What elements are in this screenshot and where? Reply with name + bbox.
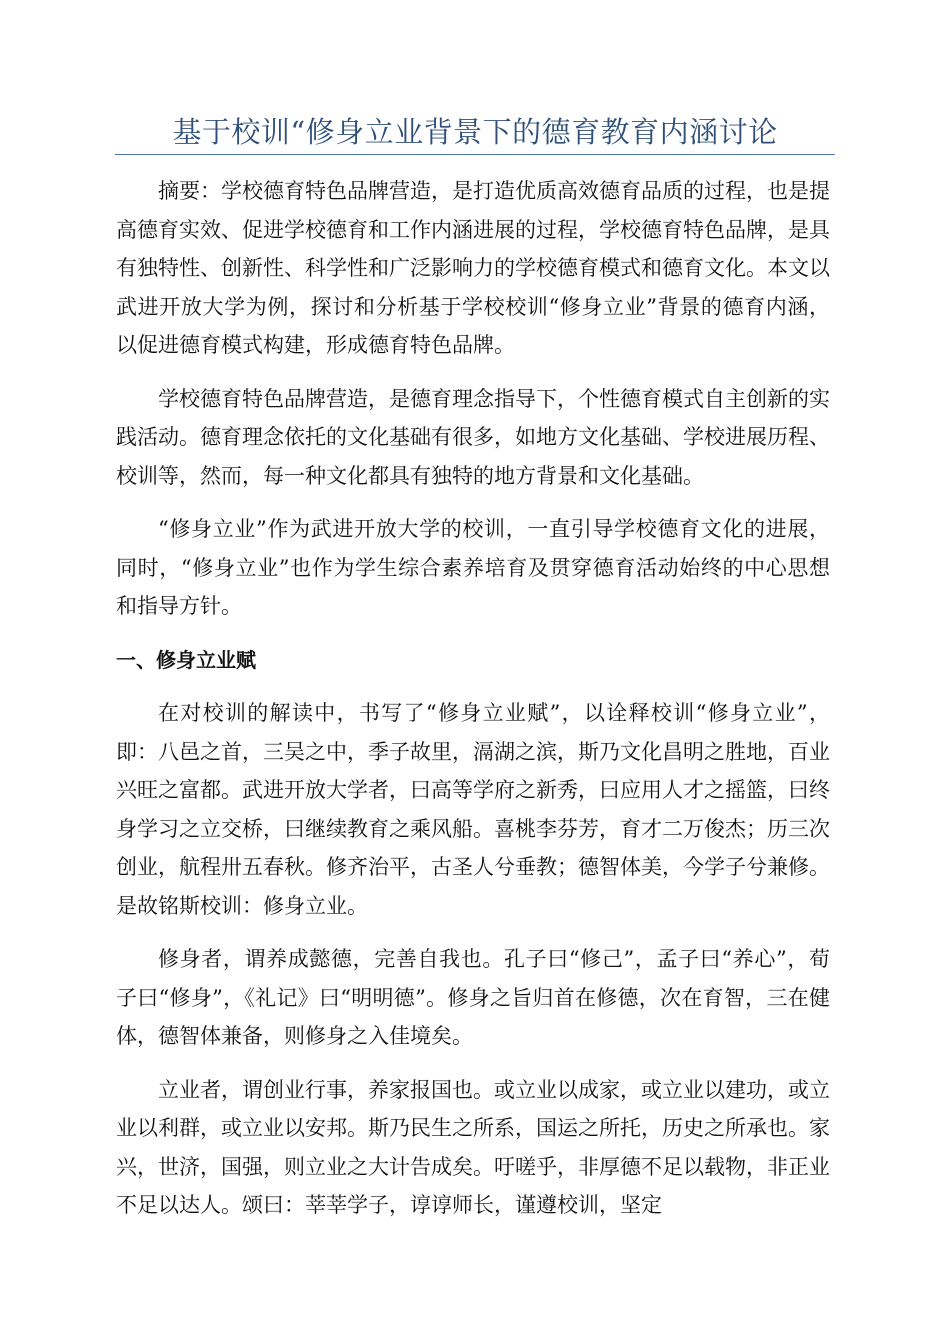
section-paragraph: 修身者，谓养成懿德，完善自我也。孔子曰“修己”，孟子曰“养心”，荀子曰“修身”，《礼记》曰“明明德”。修身之旨归首在修德，次在育智，三在健体，德智体兼备，则修身之入佳境矣。 (116, 947, 830, 1048)
document-body (116, 172, 830, 1240)
section-paragraph: 立业者，谓创业行事，养家报国也。或立业以成家，或立业以建功，或立业以利群，或立业以安邦。斯乃民生之所系，国运之所托，历史之所承也。家兴，世济，国强，则立业之大计告成矣。吁嗟乎，非厚德不足以载物，非正业不足以达人。颂曰：莘莘学子，谆谆师长，谨遵校训，坚定 (116, 1077, 830, 1217)
body-paragraph: “修身立业”作为武进开放大学的校训，一直引导学校德育文化的进展，同时，“修身立业”也作为学生综合素养培育及贯穿德育活动始终的中心思想和指导方针。 (116, 517, 830, 618)
title-underline (115, 154, 835, 155)
section-paragraph: 在对校训的解读中，书写了“修身立业赋”，以诠释校训“修身立业”，即：八邑之首，三吴之中，季子故里，滆湖之滨，斯乃文化昌明之胜地，百业兴旺之富都。武进开放大学者，曰高等学府之新秀，曰应用人才之摇篮，曰终身学习之立交桥，曰继续教育之乘风船。喜桃李芬芳，育才二万俊杰；历三次创业，航程卅五春秋。修齐治平，古圣人兮垂教；德智体美，今学子兮兼修。是故铭斯校训：修身立业。 (116, 701, 830, 918)
body-paragraph: 学校德育特色品牌营造，是德育理念指导下，个性德育模式自主创新的实践活动。德育理念依托的文化基础有很多，如地方文化基础、学校进展历程、校训等，然而，每一种文化都具有独特的地方背景和文化基础。 (116, 386, 830, 488)
document-title: 基于校训“修身立业背景下的德育教育内涵讨论 (172, 115, 778, 149)
section-heading: 一、修身立业赋 (116, 647, 256, 672)
abstract-paragraph: 摘要：学校德育特色品牌营造，是打造优质高效德育品质的过程，也是提高德育实效、促进学校德育和工作内涵进展的过程，学校德育特色品牌，是具有独特性、创新性、科学性和广泛影响力的学校德育模式和德育文化。本文以武进开放大学为例，探讨和分析基于学校校训“修身立业”背景的德育内涵，以促进德育模式构建，形成德育特色品牌。 (116, 179, 830, 357)
